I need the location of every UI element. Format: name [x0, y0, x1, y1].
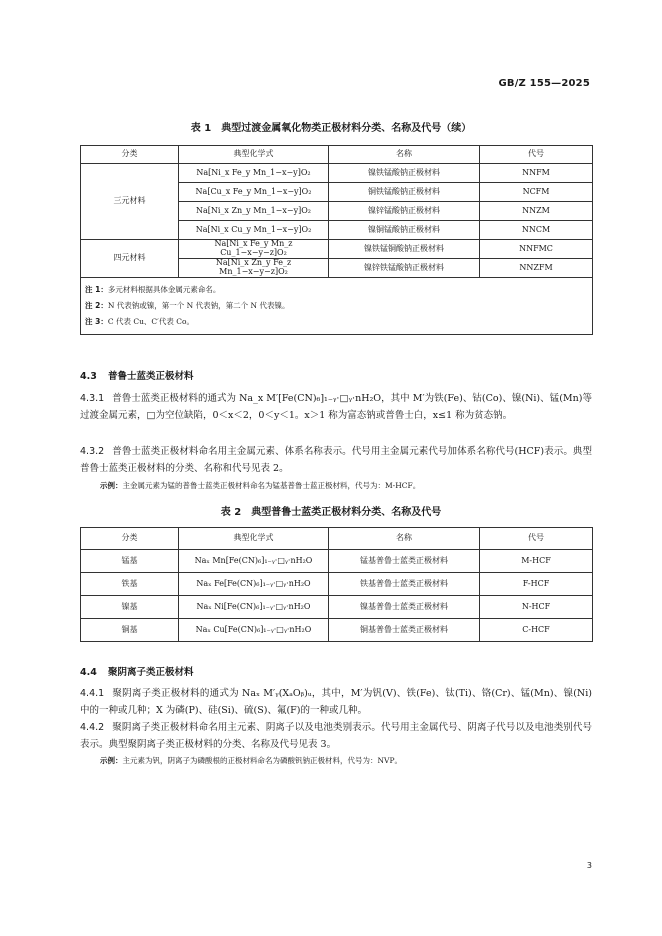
- table1-note: [85, 314, 588, 330]
- table1-name: 镍锌锰酸钠正极材料: [329, 202, 480, 221]
- table2-name: 铁基普鲁士蓝类正极材料: [329, 573, 480, 596]
- table2-caption: 表 2 典型普鲁士蓝类正极材料分类、名称及代号: [220, 507, 442, 518]
- paragraph-4-3-1: [80, 390, 592, 424]
- table2-category: 锰基: [81, 550, 179, 573]
- table2-category: 铁基: [81, 573, 179, 596]
- table1-formula: Na[Ni_x Fe_y Mn_1−x−y]O₂: [179, 164, 329, 183]
- clause-text: 普鲁士蓝类正极材料的通式为 Na_x M′[Fe(CN)₆]₁₋ᵧ·□ᵧ·nH₂O，其中 M′为铁(Fe)、钴(Co)、镍(Ni)、锰(Mn)等过渡金属元素，□为空位缺陷，0＜x＜2，0＜y＜1。x＞1 称为富态钠或普鲁士白，x≤1 称为贫态钠。: [80, 393, 592, 421]
- table2-header-formula: 典型化学式: [179, 528, 329, 550]
- table2-code: N-HCF: [480, 596, 593, 619]
- table2-header-category: 分类: [81, 528, 179, 550]
- table1-header-code: 代号: [480, 146, 593, 164]
- table1-category: 三元材料: [81, 164, 179, 240]
- table2-code: F-HCF: [480, 573, 593, 596]
- table1-name: 铜铁锰酸钠正极材料: [329, 183, 480, 202]
- table1-header-formula: 典型化学式: [179, 146, 329, 164]
- table2-code: C-HCF: [480, 619, 593, 642]
- table1-code: NNCM: [480, 221, 593, 240]
- example-4-4: [100, 755, 590, 767]
- table1: [80, 145, 593, 335]
- table2-name: 锰基普鲁士蓝类正极材料: [329, 550, 480, 573]
- note-text: N 代表钠或镍，第一个 N 代表钠，第二个 N 代表镍。: [107, 301, 290, 310]
- table1-formula: Na[Ni_x Cu_y Mn_1−x−y]O₂: [179, 221, 329, 240]
- table1-notes: [81, 278, 593, 335]
- table1-note: [85, 282, 588, 298]
- section-number: 4.4: [80, 667, 97, 678]
- table1-caption: 表 1 典型过渡金属氧化物类正极材料分类、名称及代号（续）: [190, 123, 472, 134]
- note-label: 注 1：: [85, 285, 108, 294]
- note-label: 注 2：: [85, 301, 108, 310]
- table1-code: NNFM: [480, 164, 593, 183]
- example-text: 主元素为钒，阴离子为磷酸根的正极材料命名为磷酸钒钠正极材料，代号为：NVP。: [122, 756, 403, 765]
- table1-code: NNZFM: [480, 259, 593, 278]
- table-row: [81, 619, 593, 642]
- table1-name: 镍铜锰酸钠正极材料: [329, 221, 480, 240]
- clause-text: 聚阴离子类正极材料的通式为 Naₓ M′ᵧ(XₐOᵦ)ᵤ，其中，M′为钒(V)、铁(Fe)、钛(Ti)、铬(Cr)、锰(Mn)、镍(Ni)中的一种或几种；X 为磷(P)、硅(Si)、硫(S)、氟(F)的一种或几种。: [80, 688, 592, 716]
- note-text: 多元材料根据具体金属元素命名。: [107, 285, 221, 294]
- page-number: 3: [586, 861, 592, 870]
- table1-formula: Na[Ni_x Zn_y Mn_1−x−y]O₂: [179, 202, 329, 221]
- table2: [80, 527, 593, 642]
- section-title: 聚阴离子类正极材料: [108, 667, 194, 678]
- note-label: 注 3：: [85, 317, 108, 326]
- table1-formula: Na[Ni_x Zn_y Fe_z Mn_1−x−y−z]O₂: [179, 259, 329, 278]
- clause-text: 聚阴离子类正极材料命名用主元素、阴离子以及电池类别表示。代号用主金属代号、阴离子代号以及电池类别代号表示。典型聚阴离子类正极材料的分类、名称及代号见表 3。: [80, 722, 592, 750]
- table-row: [81, 164, 593, 183]
- clause-number: 4.4.1: [80, 688, 105, 699]
- table1-code: NCFM: [480, 183, 593, 202]
- example-label: 示例：: [100, 481, 123, 490]
- clause-number: 4.3.2: [80, 446, 105, 457]
- table2-header-name: 名称: [329, 528, 480, 550]
- section-title: 普鲁士蓝类正极材料: [108, 371, 194, 382]
- paragraph-4-4-1: [80, 685, 592, 719]
- table-row: [81, 573, 593, 596]
- section-number: 4.3: [80, 371, 97, 382]
- paragraph-4-3-2: [80, 443, 592, 477]
- note-text: C 代表 Cu、C′代表 Co。: [107, 317, 194, 326]
- table2-code: M-HCF: [480, 550, 593, 573]
- table-row: [81, 240, 593, 259]
- example-4-3: [100, 480, 590, 492]
- table1-note: [85, 298, 588, 314]
- table1-name: 镍铁锰铜酸钠正极材料: [329, 240, 480, 259]
- section-4-3-heading: [80, 368, 194, 382]
- example-text: 主金属元素为锰的普鲁士蓝类正极材料命名为锰基普鲁士蓝正极材料，代号为：M-HCF。: [122, 481, 421, 490]
- example-label: 示例：: [100, 756, 123, 765]
- table2-header-code: 代号: [480, 528, 593, 550]
- table2-formula: Naₓ Fe[Fe(CN)₆]₁₋ᵧ·□ᵧ·nH₂O: [179, 573, 329, 596]
- table2-formula: Naₓ Cu[Fe(CN)₆]₁₋ᵧ·□ᵧ·nH₂O: [179, 619, 329, 642]
- clause-text: 普鲁士蓝类正极材料命名用主金属元素、体系名称表示。代号用主金属元素代号加体系名称代号(HCF)表示。典型普鲁士蓝类正极材料的分类、名称和代号见表 2。: [80, 446, 592, 474]
- table2-category: 铜基: [81, 619, 179, 642]
- table2-formula: Naₓ Mn[Fe(CN)₆]₁₋ᵧ·□ᵧ·nH₂O: [179, 550, 329, 573]
- table2-formula: Naₓ Ni[Fe(CN)₆]₁₋ᵧ·□ᵧ·nH₂O: [179, 596, 329, 619]
- table1-formula: Na[Ni_x Fe_y Mn_z Cu_1−x−y−z]O₂: [179, 240, 329, 259]
- table1-name: 镍铁锰酸钠正极材料: [329, 164, 480, 183]
- table1-header-category: 分类: [81, 146, 179, 164]
- table2-category: 镍基: [81, 596, 179, 619]
- table1-header-name: 名称: [329, 146, 480, 164]
- table1-name: 镍锌铁锰酸钠正极材料: [329, 259, 480, 278]
- table1-code: NNZM: [480, 202, 593, 221]
- table-row: [81, 596, 593, 619]
- table1-code: NNFMC: [480, 240, 593, 259]
- table1-formula: Na[Cu_x Fe_y Mn_1−x−y]O₂: [179, 183, 329, 202]
- table1-category: 四元材料: [81, 240, 179, 278]
- clause-number: 4.3.1: [80, 393, 105, 404]
- document-code: GB/Z 155—2025: [498, 78, 590, 89]
- table2-name: 镍基普鲁士蓝类正极材料: [329, 596, 480, 619]
- section-4-4-heading: [80, 664, 194, 678]
- table2-name: 铜基普鲁士蓝类正极材料: [329, 619, 480, 642]
- paragraph-4-4-2: [80, 719, 592, 753]
- clause-number: 4.4.2: [80, 722, 105, 733]
- table-row: [81, 550, 593, 573]
